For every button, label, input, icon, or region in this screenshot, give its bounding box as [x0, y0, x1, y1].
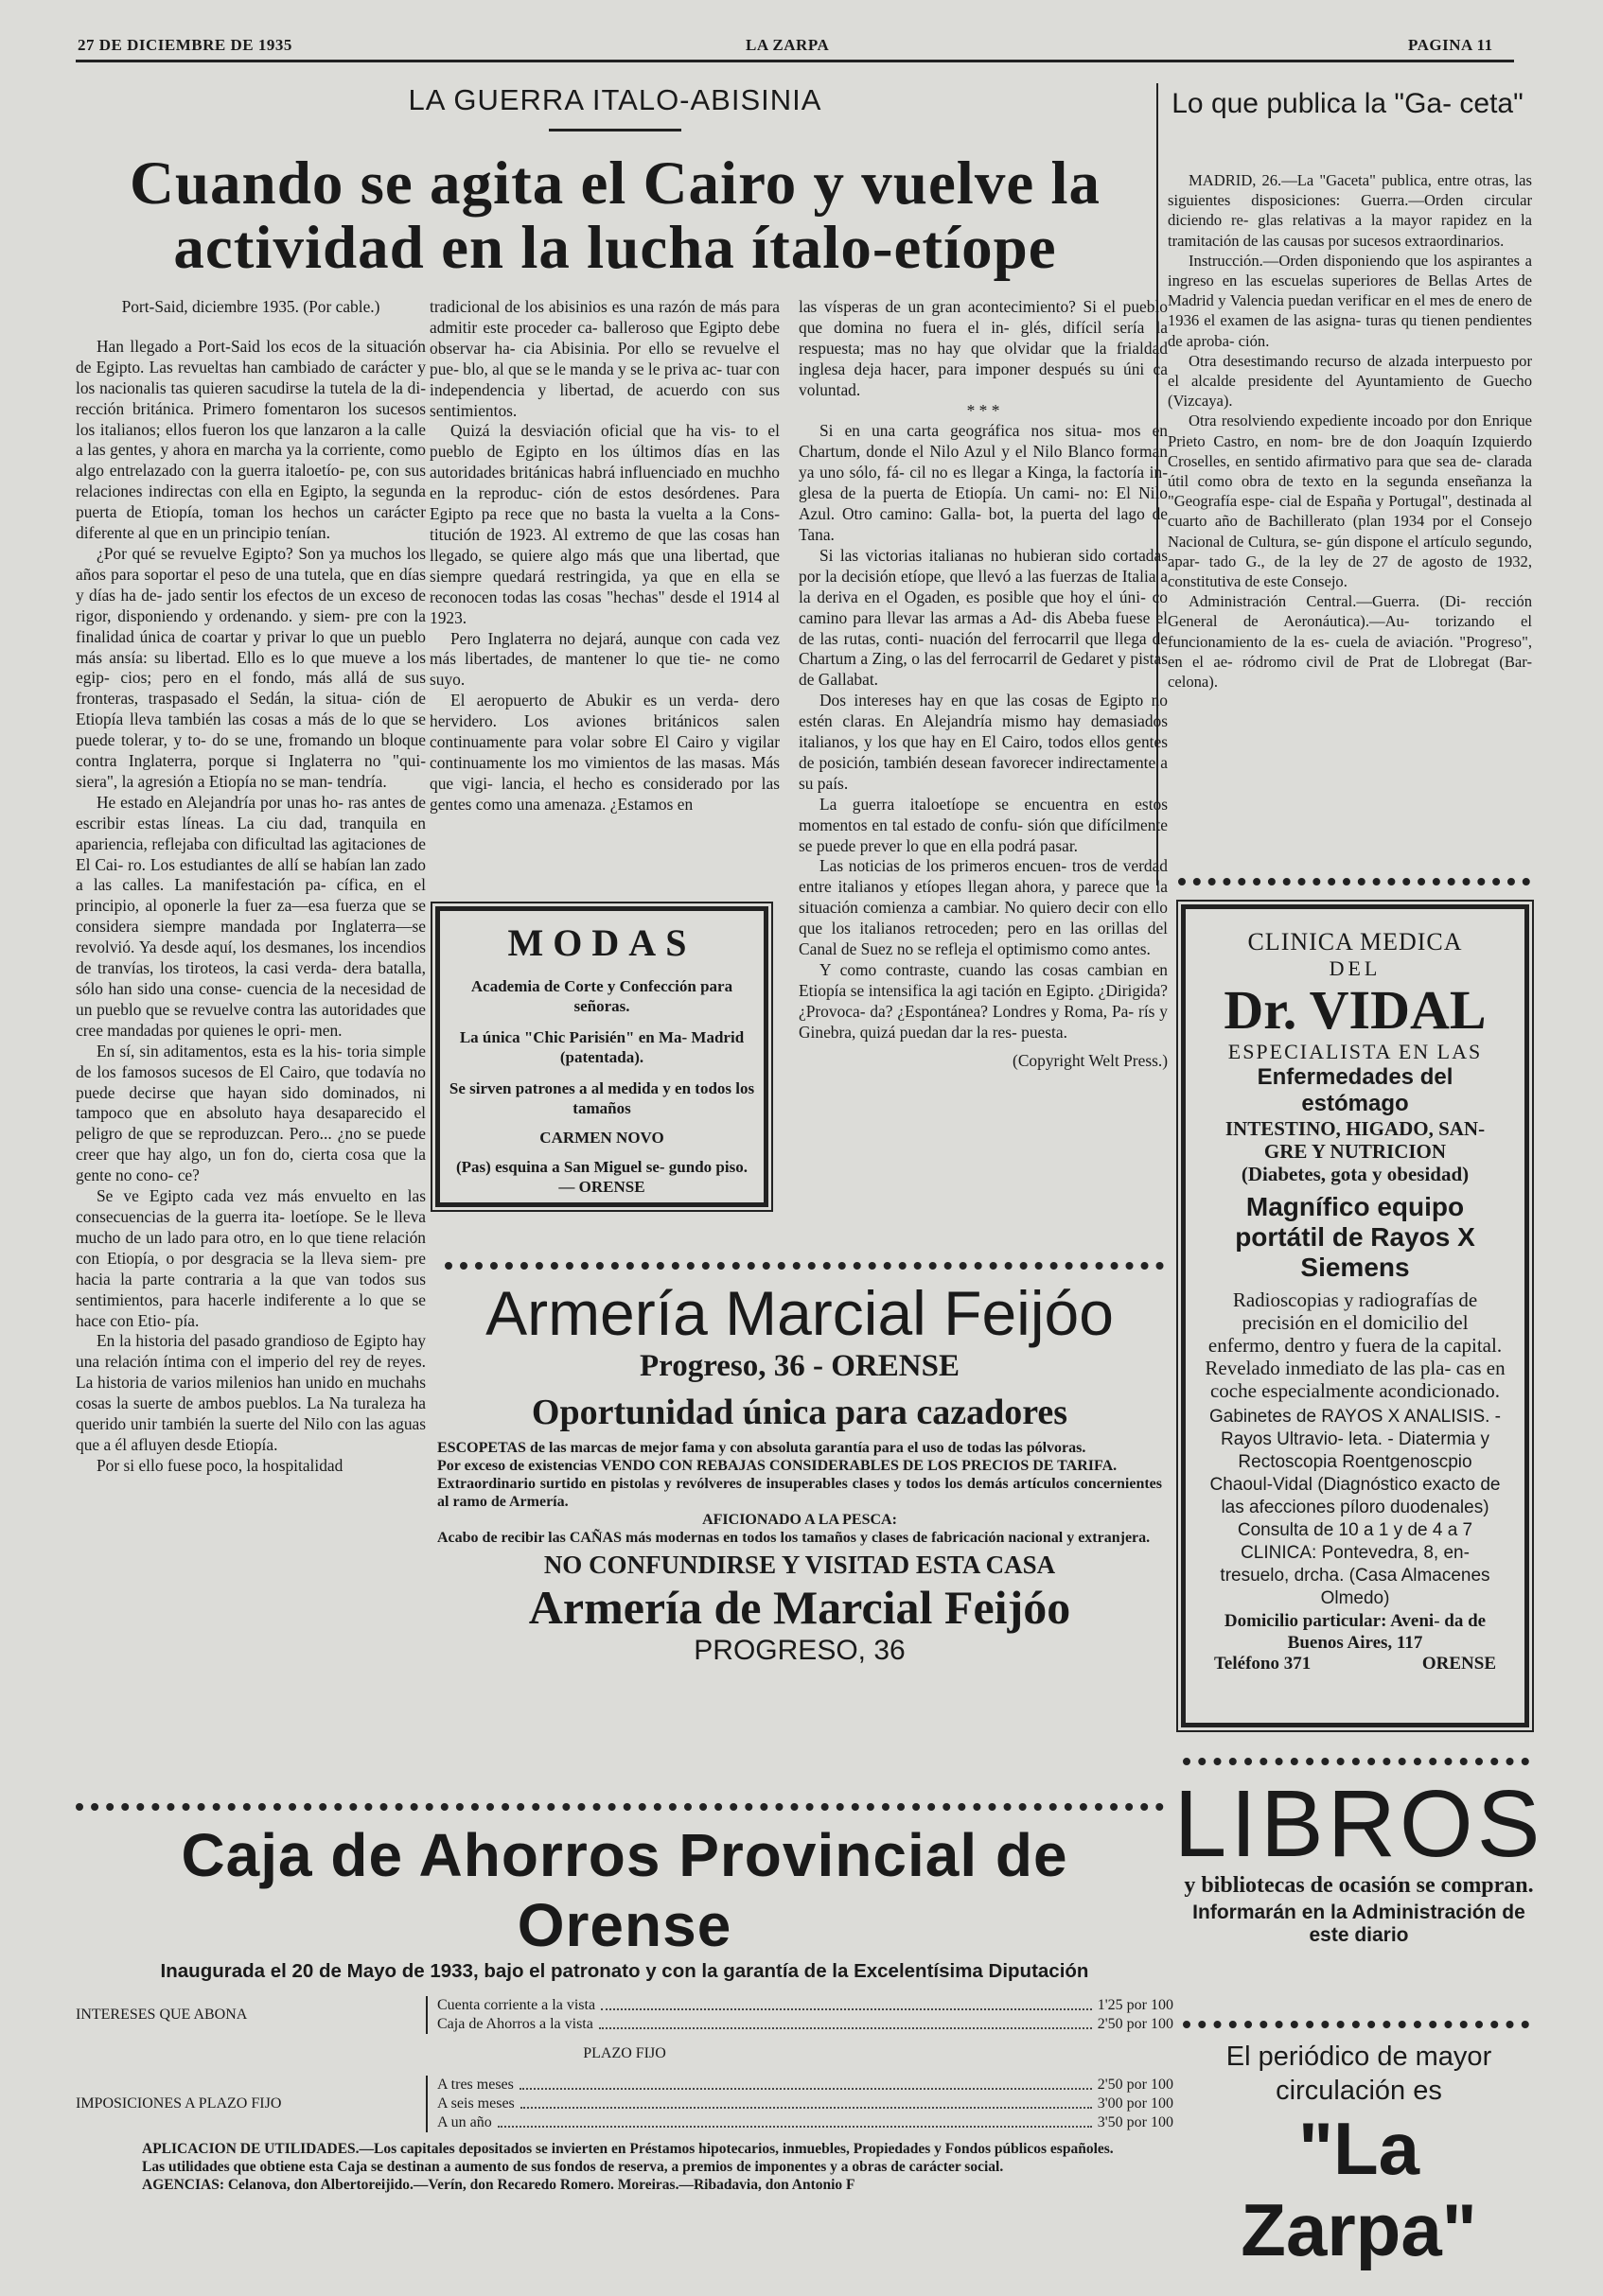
- section-title: LA GUERRA ITALO-ABISINIA: [408, 83, 822, 116]
- modas-line: Academia de Corte y Confección para señoras.: [470, 977, 733, 1015]
- gaceta-paragraph: MADRID, 26.—La "Gaceta" publica, entre otras, las siguientes disposiciones: Guerra.—Orden circular diciendo re- glas relativas a la mayor rapidez en la tramitación de las causas por sucesos extraordinarios.: [1168, 171, 1532, 250]
- clinica-specialty: (Diabetes, gota y obesidad): [1241, 1163, 1470, 1185]
- article-paragraph: Se ve Egipto cada vez más envuelto en las consecuencias de la guerra ita- loetíope. Se le lleva mucho de un lado para otro, en lo que tiene relación con Etiopía, o por desgracia se la lleva siem- pre hacia la parte contraria a la que van todos sus sentimientos, para hacerle indiferente a lo que se hace con Etio- pía.: [76, 1186, 426, 1330]
- article-paragraph: ¿Por qué se revuelve Egipto? Son ya muchos los años para soportar el peso de una tutela, que en días y días ha de- jado sentir los efectos de un exceso de rigor, disponiendo y ordenando. y siem- pre con la finalidad única de coartar y privar lo que un pueblo más ansía: su libertad. Ello es lo que mueve a los egip- cios; pero en el fondo, más allá de sus fronteras, traspasado el Sedán, la situa- ción de Etiopía lleva también las cosas a más de lo que se puede tolerar, y to- do se une, fromando un bloque contra Inglaterra, porque si Inglaterra no "qui- siera", la agresión a Etiopía no se man- tendría.: [76, 543, 426, 791]
- article-column-1: [76, 297, 426, 1477]
- article-paragraph: He estado en Alejandría por unas ho- ras antes de escribir estas líneas. La ciu dad, tranquila en apariencia, reflejaba con dificultad las agitaciones de El Cai- ro. Los estudiantes de allí se habían lan zado a las calles. La manifestación pa- cífica, en el principio, al oponerle la fuer za—esa fuerza que se considera siempre mandada por Inglaterra—se revolvió. Ya desde aquí, los desmanes, los incendios de tranvías, los tiroteos, la casi verda- dera batalla, sólo han sido una conse- cuencia de la necesidad de un pueblo que se revuelve contra las autoridades que cree mandadas por quienes le opri- men.: [76, 792, 426, 1040]
- libros-ad: [1173, 1771, 1544, 1947]
- rate-label: A tres meses: [437, 2077, 514, 2093]
- doctor-name: Dr. VIDAL: [1224, 979, 1487, 1041]
- dotted-rule: [1183, 2021, 1529, 2028]
- article-paragraph: El aeropuerto de Abukir es un verda- dero hervidero. Los aviones británicos salen continuamente para volar sobre El Cairo y vigilar continuamente los mo vimientos de las masas. Más que vigi- lancia, el hecho es considerado por las gentes como una amenaza. ¿Estamos en: [430, 691, 780, 814]
- article-dateline: Port-Said, diciembre 1935. (Por cable.): [121, 297, 380, 316]
- modas-address: (Pas) esquina a San Miguel se- gundo piso. — ORENSE: [456, 1158, 748, 1196]
- armeria-ad: [416, 1279, 1183, 1667]
- armeria-warning: NO CONFUNDIRSE Y VISITAD ESTA CASA: [543, 1551, 1056, 1579]
- gaceta-paragraph: Instrucción.—Orden disponiendo que los aspirantes a ingreso en las escuelas superiores de Bellas Artes de Madrid y Valencia puedan verificar en el mes de enero de 1936 el examen de las asigna- turas qu tienen pendientes de aproba- ción.: [1168, 251, 1532, 350]
- caja-text: Las utilidades que obtiene esta Caja se destinan a aumento de sus fondos de reserva, a premios de imponentes y a obras de carácter social.: [142, 2159, 1004, 2175]
- caja-intereses-label: INTERESES QUE ABONA: [76, 2007, 248, 2023]
- rate-value: 2'50 por 100: [1097, 2016, 1173, 2032]
- caja-ad: [76, 1820, 1173, 2194]
- libros-title: LIBROS: [1173, 1771, 1544, 1877]
- libros-text: Informarán en la Administración de este diario: [1192, 1902, 1525, 1946]
- caja-title: Caja de Ahorros Provincial de Orense: [181, 1821, 1068, 1959]
- clinica-ad: [1181, 904, 1529, 1727]
- clinica-equipment: Magnífico equipo portátil de Rayos X Siemens: [1235, 1192, 1475, 1282]
- armeria-text: Por exceso de existencias VENDO CON REBAJAS CONSIDERABLES DE LOS PRECIOS DE TARIFA.: [437, 1458, 1118, 1474]
- clinica-phone: Teléfono 371: [1214, 1654, 1312, 1674]
- armeria-address: Progreso, 36 - ORENSE: [640, 1349, 960, 1383]
- article-column-2: [430, 297, 780, 815]
- gaceta-paragraph: Otra resolviendo expediente incoado por don Enrique Prieto Castro, en nom- bre de don Joaquín Izquierdo Croselles, en sentido afirmativo para que sea de- clarada útil como obra de texto en la segunda enseñanza la "Geografía espe- cial de España y Portugal", destinada al cuarto año de Bachillerato (plan 1934 por el Consejo Nacional de Cultura, se- gún dispone el artículo segundo, apar- tado G., de la ley de 27 de agosto de 1932, constitutiva de este Consejo.: [1168, 412, 1532, 591]
- article-paragraph: Pero Inglaterra no dejará, aunque con cada vez más libertades, de mantener lo que tie- ne como suyo.: [430, 628, 780, 690]
- armeria-title: Armería Marcial Feijóo: [485, 1278, 1114, 1348]
- caja-subtitle: Inaugurada el 20 de Mayo de 1933, bajo el patronato y con la garantía de la Excelentísima Diputación: [160, 1960, 1089, 1982]
- gaceta-paragraph: Otra desestimando recurso de alzada interpuesto por el alcalde presidente del Ayuntamiento de Guecho (Vizcaya).: [1168, 351, 1532, 411]
- clinica-specialty: ESPECIALISTA EN LAS: [1227, 1040, 1483, 1063]
- armeria-address-2: PROGRESO, 36: [694, 1635, 906, 1666]
- article-paragraph: Si en una carta geográfica nos situa- mos en Chartum, donde el Nilo Azul y el Nilo Blanco forman ya uno sólo, fá- cil no es llegar a Kinga, la factoría in- glesa de la puerta de Etiopía. Un cami- no: El Nilo Azul. Otro camino: Galla- bot, la puerta del lago de Tana.: [799, 421, 1168, 544]
- rate-value: 3'00 por 100: [1097, 2095, 1173, 2112]
- article-paragraph: En la historia del pasado grandioso de Egipto hay una relación íntima con el imperio del rey de reyes. La historia de varios milenios han unido en muchahs cosas la suerte de ambos pueblos. La Na turaleza ha querido unir también la suerte del Nilo con las aguas que a él afluyen desde Etiopía.: [76, 1331, 426, 1454]
- modas-title: MODAS: [507, 921, 696, 964]
- article-column-3: [799, 297, 1168, 1072]
- rate-value: 2'50 por 100: [1097, 2077, 1173, 2093]
- modas-line: La única "Chic Parisién" en Ma- Madrid (patentada).: [459, 1028, 745, 1066]
- la-zarpa-title: "La Zarpa": [1241, 2107, 1477, 2271]
- armeria-text: Extraordinario surtido en pistolas y revólveres de insuperables clases y todos los demás artículos concernientes al ramo de Armería.: [437, 1476, 1162, 1510]
- article-paragraph: Las noticias de los primeros encuen- tros de verdad entre italianos y etíopes llegan ahora, y parece que la situación comienza a cambiar. No quiero decir con ello que los italianos retroceden; pero en las orillas del Canal de Suez no se refleja el optimismo como antes.: [799, 856, 1168, 959]
- caja-imposiciones-label: IMPOSICIONES A PLAZO FIJO: [76, 2095, 282, 2112]
- article-paragraph: Si las victorias italianas no hubieran sido cortadas por la decisión etíope, que llevó a las fuerzas de Italia a la deriva en el Ogaden, es posible que hoy el úni- co camino para llevar las armas a Ad- dis Abeba fuese el de las rutas, conti- nuación del ferrocarril que llega de Chartum a Zing, o las del ferrocarril de Gedaret y pistas de Gallabat.: [799, 545, 1168, 690]
- clinica-city: ORENSE: [1421, 1654, 1496, 1674]
- separator-stars: * * *: [966, 400, 1000, 420]
- caja-agencias: AGENCIAS: Celanova, don Albertoreijido.—Verín, don Recaredo Romero. Moreiras.—Ribadavia, don Antonio F: [142, 2177, 855, 2193]
- article-paragraph: Y como contraste, cuando las cosas cambian en Etiopía se intensifica la agi tación en Egipto. ¿Dirigida? ¿Provoca- da? ¿Espontánea? Londres y Roma, Pa- rís y Ginebra, quizá puedan dar la res- puesta.: [799, 960, 1168, 1042]
- dotted-rule: [445, 1262, 1164, 1270]
- armeria-title-2: Armería de Marcial Feijóo: [528, 1581, 1071, 1634]
- caja-text: APLICACION DE UTILIDADES.—Los capitales depositados se invierten en Préstamos hipotecarios, inmuebles, Propiedades y Fondos públicos españoles.: [142, 2141, 1114, 2157]
- armeria-text: ESCOPETAS de las marcas de mejor fama y con absoluta garantía para el uso de todas las pólvoras.: [437, 1440, 1086, 1456]
- article-paragraph: Por si ello fuese poco, la hospitalidad: [97, 1455, 344, 1475]
- clinica-specialty: Enfermedades del estómago: [1257, 1064, 1453, 1116]
- clinica-heading: CLINICA MEDICA: [1247, 928, 1463, 955]
- armeria-subtitle: AFICIONADO A LA PESCA:: [702, 1512, 897, 1528]
- armeria-text: Acabo de recibir las CAÑAS más modernas en todos los tamaños y clases de fabricación nacional y extranjera.: [437, 1530, 1151, 1546]
- rate-label: A seis meses: [437, 2095, 515, 2112]
- libros-text: y bibliotecas de ocasión se compran.: [1184, 1873, 1534, 1898]
- clinica-address: Domicilio particular: Aveni- da de Buenos Aires, 117: [1224, 1611, 1487, 1653]
- newspaper-name: LA ZARPA: [746, 36, 830, 54]
- rate-label: Caja de Ahorros a la vista: [437, 2016, 593, 2032]
- article-paragraph: Dos intereses hay en que las cosas de Egipto no estén claras. En Alejandría mismo hay demasiados italianos, y los que hay en El Cairo, todos ellos gentes de posición, también desean favorecer indirectamente a su país.: [799, 691, 1168, 793]
- header-rule: [76, 60, 1514, 62]
- article-paragraph: En sí, sin aditamentos, esta es la his- toria simple de los famosos sucesos de El Cairo, que todavía no puede decirse que hayan sido dominados, ni tampoco que en absoluto haya desaparecido el peligro de que se reproduzcan. Pero... ¿no se puede creer que hay algo, un fon do, cierta cosa que la gente no cono- ce?: [76, 1041, 426, 1185]
- section-rule: [549, 129, 681, 131]
- article-paragraph: tradicional de los abisinios es una razón de más para admitir este proceder ca- balleroso que Egipto debe observar ha- cia Abisinia. Por ello se revuelve el pue- blo, al que se le manda y se le priva ac- tuar con independencia y libertad, de acuerdo con sus sentimientos.: [430, 297, 780, 420]
- modas-line: Se sirven patrones a al medida y en todos los tamaños: [449, 1079, 755, 1117]
- gaceta-column: [1168, 170, 1532, 692]
- modas-name: CARMEN NOVO: [539, 1129, 664, 1147]
- rate-label: A un año: [437, 2114, 492, 2130]
- article-paragraph: La guerra italoetíope se encuentra en estos momentos en tal estado de confu- sión que difícilmente se puede prever lo que en ella podrá pasar.: [799, 794, 1168, 855]
- article-paragraph: Quizá la desviación oficial que ha vis- to el pueblo de Egipto en los últimos días en las autoridades británicas habrá influenciado en muchho en la reproduc- ción de estos desórdenes. Para Egipto pa rece que no basta la vuelta a la Cons- titución de 1923. Al extremo de que las cosas han llegado, se quiere algo más que una libertad, que siempre quedará restringida, ya que en ella se reconocen todas las cosas "hechas" desde el 1914 al 1923.: [430, 421, 780, 627]
- clinica-text: Revelado inmediato de las pla- cas en coche especialmente acondicionado.: [1205, 1357, 1506, 1402]
- dotted-rule: [1178, 878, 1530, 885]
- article-paragraph: las vísperas de un gran acontecimiento? Si el pueblo que domina no fuera el in- glés, difícil sería la respuesta; mas no hay que olvidar que la frialdad inglesa deja hacer, para imponer después su úni ca voluntad.: [799, 297, 1168, 399]
- dotted-rule: [1183, 1758, 1529, 1765]
- headline: Cuando se agita el Cairo y vuelve la actividad en la lucha ítalo-etíope: [129, 149, 1101, 282]
- clinica-text: Gabinetes de RAYOS X ANALISIS. - Rayos Ultravio- leta. - Diatermia y Rectoscopia Roentgenoscpio Chaoul-Vidal (Diagnóstico exacto de las afecciones píloro duodenales) Consulta de 10 a 1 y de 4 a 7 CLINICA: Pontevedra, 8, en- tresuelo, drcha. (Casa Almacenes Olmedo): [1208, 1407, 1502, 1608]
- gaceta-title: Lo que publica la "Ga- ceta": [1171, 88, 1524, 119]
- dotted-rule: [76, 1803, 1164, 1811]
- clinica-text: Radioscopias y radiografías de precisión en el domicilio del enfermo, dentro y fuera de la capital.: [1207, 1288, 1503, 1357]
- armeria-slogan: Oportunidad única para cazadores: [531, 1393, 1068, 1432]
- modas-ad: [435, 906, 768, 1207]
- copyright-note: (Copyright Welt Press.): [1013, 1050, 1168, 1070]
- clinica-specialty: INTESTINO, HIGADO, SAN- GRE Y NUTRICION: [1224, 1117, 1486, 1163]
- page-number: PAGINA 11: [1408, 36, 1493, 54]
- rate-value: 3'50 por 100: [1097, 2114, 1173, 2130]
- libros-text: El periódico de mayor circulación es: [1225, 2042, 1492, 2106]
- plazo-fijo-heading: PLAZO FIJO: [583, 2045, 666, 2061]
- gaceta-paragraph: Administración Central.—Guerra. (Di- rección General de Aeronáutica).—Au- torizando el funcionamiento de la es- cuela de aviación. "Progreso", en el ae- ródromo civil de Prat de Llobregat (Bar- celona).: [1168, 592, 1532, 692]
- rate-label: Cuenta corriente a la vista: [437, 1997, 596, 2013]
- article-paragraph: Han llegado a Port-Said los ecos de la situación de Egipto. Las revueltas han cambiado de carácter y los nacionalis tas quieren sacudirse la tutela de la di- rección británica. Primero fomentaron los sucesos los italianos; ellos fueron los que lanzaron a la calle a las gentes, y ahora en marcha ya la corriente, como algo entrelazado con la guerra italoetío- pe, con sus relaciones indirectas con ella en Egipto, la segunda puerta de Etiopía, toman los hechos un carácter diferente al que en un principio tenían.: [76, 336, 426, 543]
- rate-value: 1'25 por 100: [1097, 1997, 1173, 2013]
- issue-date: 27 DE DICIEMBRE DE 1935: [78, 36, 292, 54]
- la-zarpa-ad: [1173, 2040, 1544, 2270]
- clinica-heading: DEL: [1329, 956, 1382, 980]
